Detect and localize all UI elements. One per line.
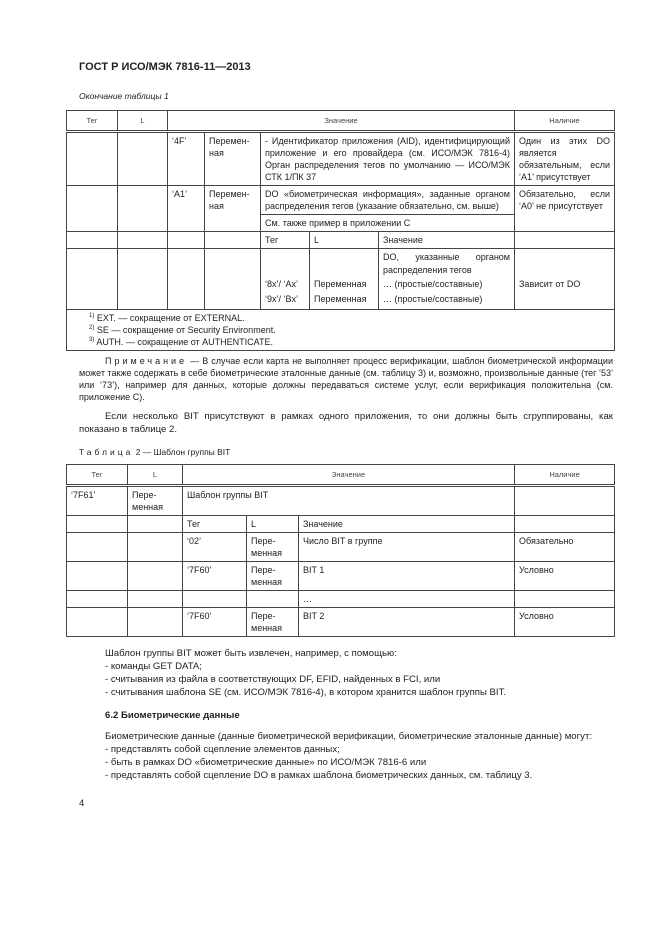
cell-tag: ‘7F61’ — [67, 486, 128, 516]
cell-value: … — [299, 591, 515, 608]
sub-header-value: Значение — [379, 232, 515, 249]
cell-value: … (простые/составные) — [383, 294, 483, 304]
page-number: 4 — [79, 798, 85, 809]
cell-presence: Один из этих DO является обязательным, если ‘A1’ присутствует — [515, 132, 615, 186]
table-header-row — [67, 465, 615, 486]
table-subheader-row — [67, 232, 615, 249]
cell-presence: Условно — [515, 562, 615, 591]
footnote: $^{3)}$ AUTH. — сокращение от AUTHENTICATE. — [89, 337, 273, 347]
cell-l: Пере-менная — [247, 562, 299, 591]
table-1 — [66, 110, 615, 351]
cell-presence: Зависит от DO — [515, 249, 615, 310]
list-item: - представлять собой сцепление элементов данных; — [105, 744, 340, 755]
cell-l: Перемен-ная — [205, 186, 261, 232]
cell-value: BIT 1 — [299, 562, 515, 591]
col-header-presence: Наличие — [515, 465, 615, 486]
cell-value: - Идентификатор приложения (AID), идентифицирующий приложение и его провайдера (см. ИСО/МЭК 7816-4) Орган распределения тегов по умолчанию — ИСО/МЭК СТК 1/ПК 37 — [261, 132, 515, 186]
table-row — [67, 186, 615, 215]
footnotes-row — [67, 310, 615, 351]
paragraph: Если несколько BIT присутствуют в рамках одного приложения, то они должны быть сгруппированы, как показано в таблице 2. — [79, 411, 613, 435]
sub-header-value: Значение — [299, 516, 515, 533]
col-header-tag: Тег — [67, 465, 128, 486]
cell-value: BIT 2 — [299, 608, 515, 637]
cell-presence — [515, 591, 615, 608]
sub-header-tag: Тег — [183, 516, 247, 533]
bit-extraction-list: Шаблон группы BIT может быть извлечен, например, с помощью: - команды GET DATA; - считывания из файла в соответствующих DF, EFID, найденных в FCI, или - считывания шаблона SE (см. ИСО/МЭК 7816-4), в котором хранится шаблон группы BIT. — [79, 647, 613, 699]
table-row — [67, 562, 615, 591]
note: Примечание — В случае если карта не выполняет процесс верификации, шаблон биометрической информации может также содержать в себе биометрические эталонные данные (см. таблицу 3) и, возможно, произвольные данные (тег ‘53’ или ‘73’), например для данных, которые должны передаваться системе услуг, если верификация положительна (см. приложение С). — [79, 356, 613, 402]
cell-tag — [183, 591, 247, 608]
cell-value-note: См. также пример в приложении С — [261, 215, 515, 232]
cell-l: Переменная — [314, 279, 367, 289]
col-header-value: Значение — [183, 465, 515, 486]
table-row — [67, 591, 615, 608]
cell-presence: Обязательно — [515, 533, 615, 562]
document-header: ГОСТ Р ИСО/МЭК 7816-11—2013 — [79, 61, 251, 73]
cell-l: Перемен-ная — [205, 132, 261, 186]
cell-l: Пере-менная — [247, 533, 299, 562]
cell-l: Пере-менная — [247, 608, 299, 637]
table1-caption: Окончание таблицы 1 — [79, 91, 169, 101]
table-row — [67, 249, 615, 310]
table-row — [67, 608, 615, 637]
list-item: - считывания из файла в соответствующих DF, EFID, найденных в FCI, или — [105, 674, 441, 685]
col-header-presence: Наличие — [515, 111, 615, 132]
table-header-row — [67, 111, 615, 132]
cell-tag: ‘A1’ — [168, 186, 205, 232]
section-heading: 6.2 Биометрические данные — [105, 710, 240, 721]
footnote: $^{1)}$ EXT. — сокращение от EXTERNAL. — [89, 313, 245, 323]
cell-tag: ‘4F’ — [168, 132, 205, 186]
section-body: Биометрические данные (данные биометрической верификации, биометрические эталонные данные) могут: - представлять собой сцепление элементов данных; - быть в рамках DO «биометрические данные» по ИСО/МЭК 7816-6 или - представлять собой сцепление DO в рамках шаблона биометрических данных, см. таблицу 3. — [79, 730, 613, 782]
cell-tag: ‘9x’/ ‘Bx’ — [265, 294, 299, 304]
sub-header-l: L — [247, 516, 299, 533]
list-item: - считывания шаблона SE (см. ИСО/МЭК 7816-4), в котором хранится шаблон группы BIT. — [105, 687, 507, 698]
list-item: - представлять собой сцепление DO в рамках шаблона биометрических данных, см. таблицу 3. — [105, 770, 533, 781]
col-header-l: L — [128, 465, 183, 486]
cell-value: … (простые/составные) — [383, 279, 483, 289]
col-header-value: Значение — [168, 111, 515, 132]
cell-value: DO «биометрическая информация», заданные органом распределения тегов (указание обязательно, см. выше) — [261, 186, 515, 215]
table-subheader-row — [67, 516, 615, 533]
cell-l — [247, 591, 299, 608]
cell-value: Шаблон группы BIT — [183, 486, 515, 516]
cell-value: Число BIT в группе — [299, 533, 515, 562]
table-row — [67, 132, 615, 186]
table-row — [67, 533, 615, 562]
cell-l: Переменная — [314, 294, 367, 304]
cell-value-intro: DO, указанные органом распределения тегов — [383, 252, 510, 275]
sub-header-tag: Тег — [261, 232, 310, 249]
cell-l: Пере-менная — [128, 486, 183, 516]
table-2 — [66, 464, 615, 637]
col-header-tag: Тег — [67, 111, 118, 132]
col-header-l: L — [118, 111, 168, 132]
list-item: - команды GET DATA; — [105, 661, 202, 672]
table-row — [67, 486, 615, 516]
cell-tag: ‘7F60’ — [183, 562, 247, 591]
cell-presence: Условно — [515, 608, 615, 637]
table2-caption: Таблица 2 — Шаблон группы BIT — [79, 447, 231, 457]
cell-tag: ‘7F60’ — [183, 608, 247, 637]
cell-presence: Обязательно, если ‘A0’ не присутствует — [515, 186, 615, 232]
footnote: $^{2)}$ SE — сокращение от Security Environment. — [89, 325, 276, 335]
cell-tag: ‘02’ — [183, 533, 247, 562]
sub-header-l: L — [310, 232, 379, 249]
list-item: - быть в рамках DO «биометрические данные» по ИСО/МЭК 7816-6 или — [105, 757, 427, 768]
cell-tag: ‘8x’/ ‘Ax’ — [265, 279, 299, 289]
